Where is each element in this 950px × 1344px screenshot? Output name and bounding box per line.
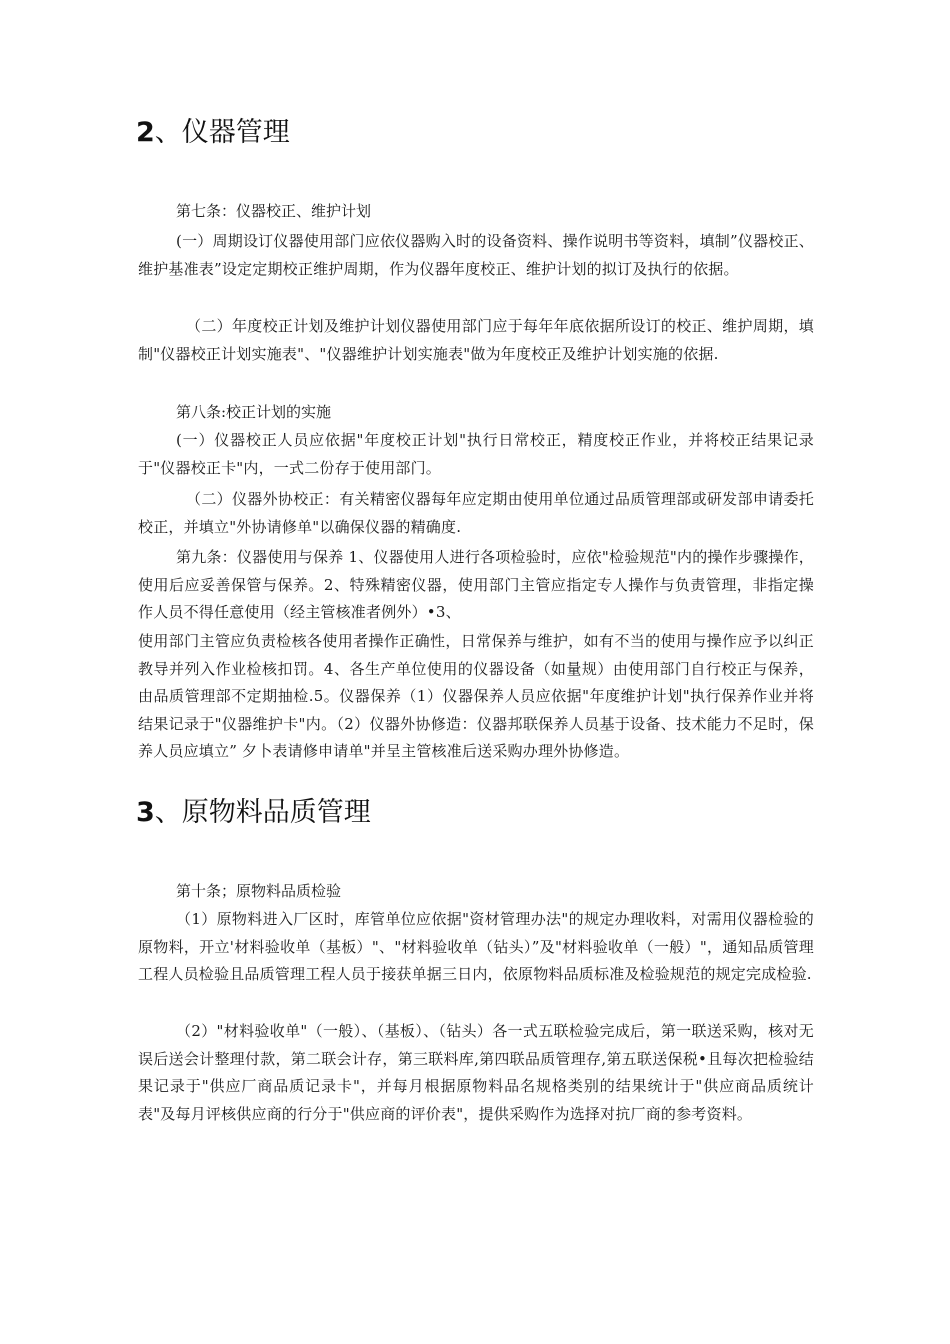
paragraph-8-1: (一）仪器校正人员应依据"年度校正计划"执行日常校正，精度校正作业，并将校正结果记录于"仪器校正卡"内，一式二份存于使用部门。 (138, 431, 814, 477)
paragraph-7-1: (一）周期设订仪器使用部门应依仪器购入时的设备资料、操作说明书等资料，填制”仪器校正、维护基准表”设定定期校正维护周期，作为仪器年度校正、维护计划的拟订及执行的依据。 (138, 232, 814, 278)
paragraph-10-1: （1）原物料进入厂区时，库管单位应依据"资材管理办法"的规定办理收料，对需用仪器检验的原物料，开立'材料验收单（基板）"、"材料验收单（钻头）”及"材料验收单（一般）"，通知品质管理工程人员检验且品质管理工程人员于接获单据三日内，依原物料品质标准及检验规范的规定完成检验. (138, 910, 814, 983)
paragraph-10-2: （2）"材料验收单"（一般）、（基板）、（钻头）各一式五联检验完成后，第一联送采购，核对无误后送会计整理付款，第二联会计存，第三联料库,第四联品质管理存,第五联送保税•且每次把检验结果记录于"供应厂商品质记录卡"，并每月根据原物料品名规格类别的结果统计于"供应商品质统计表"及每月评核供应商的行分于"供应商的评价表"，提供采购作为选择对抗厂商的参考资料。 (138, 1022, 814, 1123)
paragraph-9-1: 第九条：仪器使用与保养 1、仪器使用人进行各项检验时，应依"检验规范"内的操作步骤操作，使用后应妥善保管与保养。2、特殊精密仪器，使用部门主管应指定专人操作与负责管理，非指定操作人员不得任意使用（经主管核准者例外）•3、 (138, 548, 814, 621)
section-title: 、仪器管理 (154, 117, 290, 148)
section-title: 、原物料品质管理 (154, 797, 371, 828)
section-heading-material-quality-management (136, 796, 836, 830)
section-number: 3 (136, 797, 155, 828)
article-title-10: 第十条；原物料品质检验 (176, 882, 342, 900)
article-title-8: 第八条:校正计划的实施 (176, 403, 332, 421)
paragraph-7-2: （二）年度校正计划及维护计划仪器使用部门应于每年年底依据所设订的校正、维护周期，填制"仪器校正计划实施表"、"仪器维护计划实施表"做为年度校正及维护计划实施的依据. (138, 317, 814, 363)
section-number: 2 (136, 117, 155, 148)
paragraph-8-2: （二）仪器外协校正：有关精密仪器每年应定期由使用单位通过品质管理部或研发部申请委托校正，并填立"外协请修单"以确保仪器的精确度. (138, 490, 814, 536)
article-title-7: 第七条：仪器校正、维护计划 (176, 202, 372, 220)
section-heading-instrument-management (136, 116, 836, 150)
paragraph-9-2: 使用部门主管应负责检核各使用者操作正确性，日常保养与维护，如有不当的使用与操作应予以纠正教导并列入作业检核扣罚。4、各生产单位使用的仪器设备（如量规）由使用部门自行校正与保养，由品质管理部不定期抽检.5。仪器保养（1）仪器保养人员应依据"年度维护计划"执行保养作业并将结果记录于"仪器维护卡"内。（2）仪器外协修造：仪器邦联保养人员基于设备、技术能力不足时，保养人员应填立” 夕卜表请修申请单"并呈主管核准后送采购办理外协修造。 (138, 632, 814, 760)
